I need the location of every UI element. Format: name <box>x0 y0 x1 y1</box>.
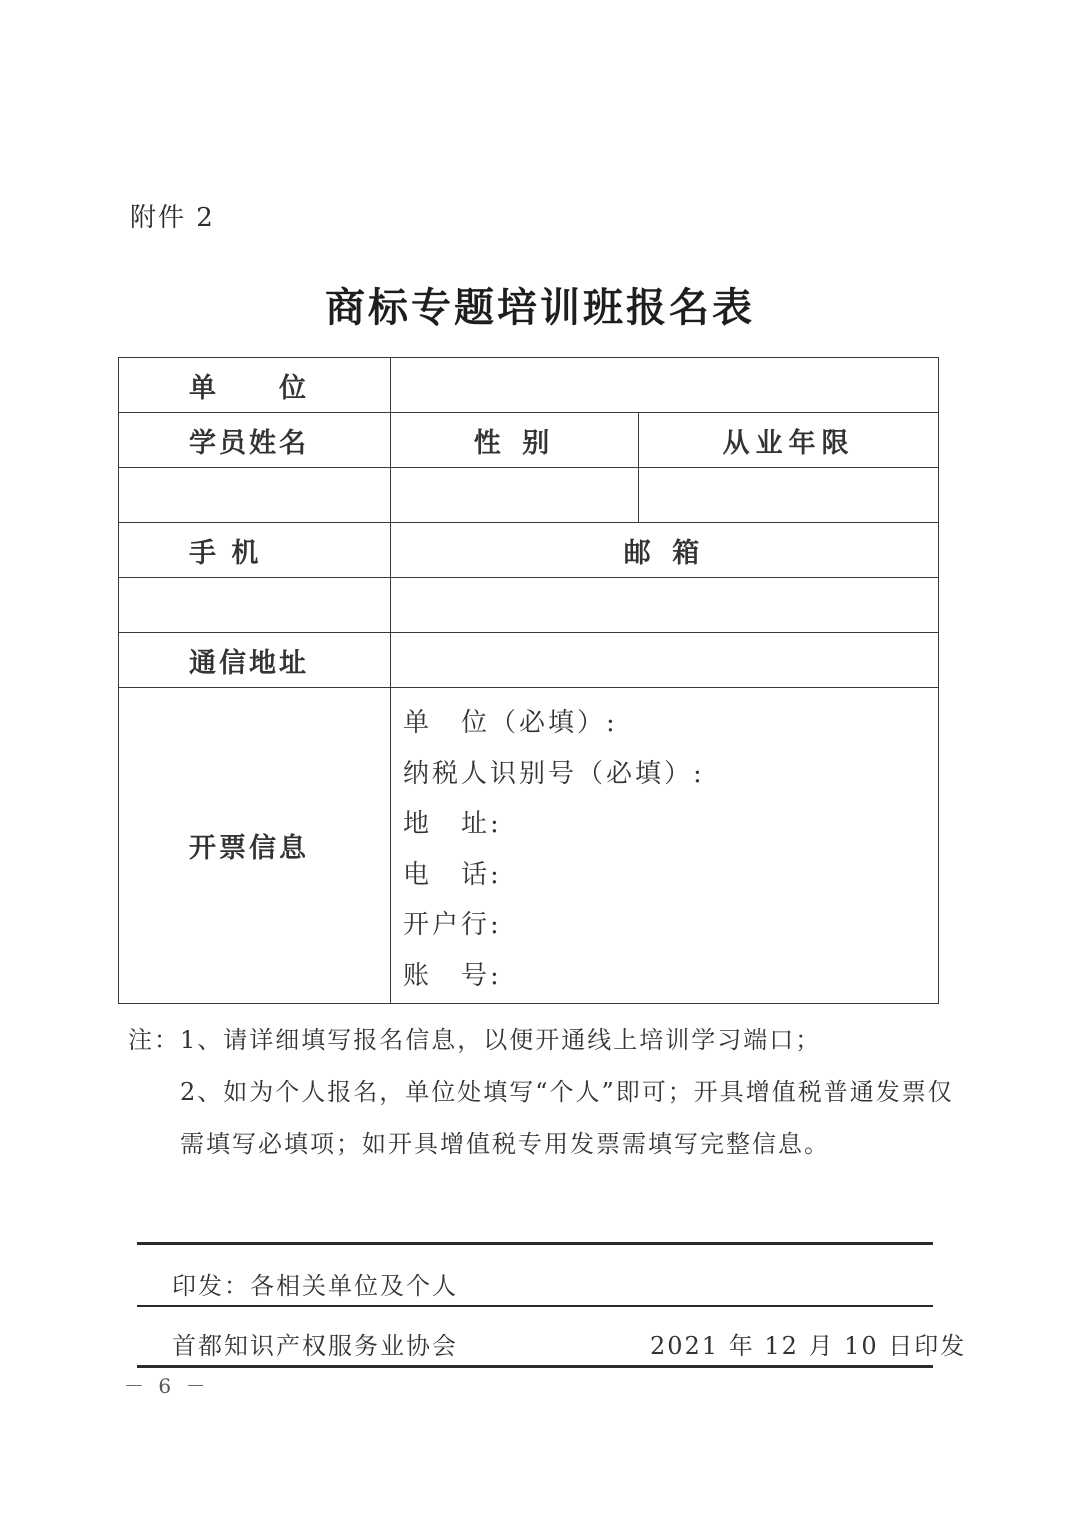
notes-section <box>128 1014 968 1170</box>
contact-input-row <box>119 578 939 633</box>
note-line-1: 注：1、请详细填写报名信息，以便开通线上培训学习端口； <box>128 1026 822 1054</box>
address-label: 通信地址 <box>119 633 391 688</box>
email-label: 邮 箱 <box>391 523 939 578</box>
contact-header-row <box>119 523 939 578</box>
phone-field[interactable] <box>119 578 391 633</box>
student-name-label: 学员姓名 <box>119 413 391 468</box>
note-line-3: 需填写必填项；如开具增值税专用发票需填写完整信息。 <box>180 1130 830 1158</box>
attachment-label: 附件 2 <box>130 203 215 233</box>
unit-label: 单 位 <box>119 358 391 413</box>
address-field[interactable] <box>391 633 939 688</box>
footer-top-rule <box>137 1242 933 1245</box>
unit-row <box>119 358 939 413</box>
invoice-phone-line: 电 话: <box>403 859 502 890</box>
note-line-2: 2、如为个人报名，单位处填写“个人”即可；开具增值税普通发票仅 <box>180 1078 954 1106</box>
gender-label: 性 别 <box>391 413 639 468</box>
gender-field[interactable] <box>391 468 639 523</box>
address-row <box>119 633 939 688</box>
form-title: 商标专题培训班报名表 <box>325 284 755 331</box>
page-number: － 6 － <box>124 1374 210 1398</box>
invoice-label: 开票信息 <box>119 688 391 1004</box>
phone-label: 手 机 <box>119 523 391 578</box>
unit-field[interactable] <box>391 358 939 413</box>
registration-form-table <box>118 357 939 1004</box>
invoice-address-line: 地 址: <box>403 809 502 839</box>
name-header-row <box>119 413 939 468</box>
invoice-bank-line: 开户行: <box>403 910 502 940</box>
name-input-row <box>119 468 939 523</box>
years-field[interactable] <box>639 468 939 523</box>
invoice-field[interactable] <box>391 688 939 1004</box>
invoice-unit-line: 单 位（必填）: <box>403 708 618 738</box>
footer-middle-rule <box>137 1305 933 1307</box>
student-name-field[interactable] <box>119 468 391 523</box>
invoice-row <box>119 688 939 1004</box>
email-field[interactable] <box>391 578 939 633</box>
distribution-text: 印发：各相关单位及个人 <box>172 1272 458 1300</box>
years-label: 从业年限 <box>639 413 939 468</box>
invoice-account-line: 账 号: <box>403 960 502 991</box>
footer-bottom-rule <box>137 1365 933 1368</box>
issuer-text: 首都知识产权服务业协会 <box>172 1332 458 1360</box>
issue-date-text: 2021 年 12 月 10 日印发 <box>650 1332 967 1360</box>
invoice-field-list <box>391 688 938 1003</box>
invoice-tax-id-line: 纳税人识别号（必填）: <box>403 758 705 789</box>
